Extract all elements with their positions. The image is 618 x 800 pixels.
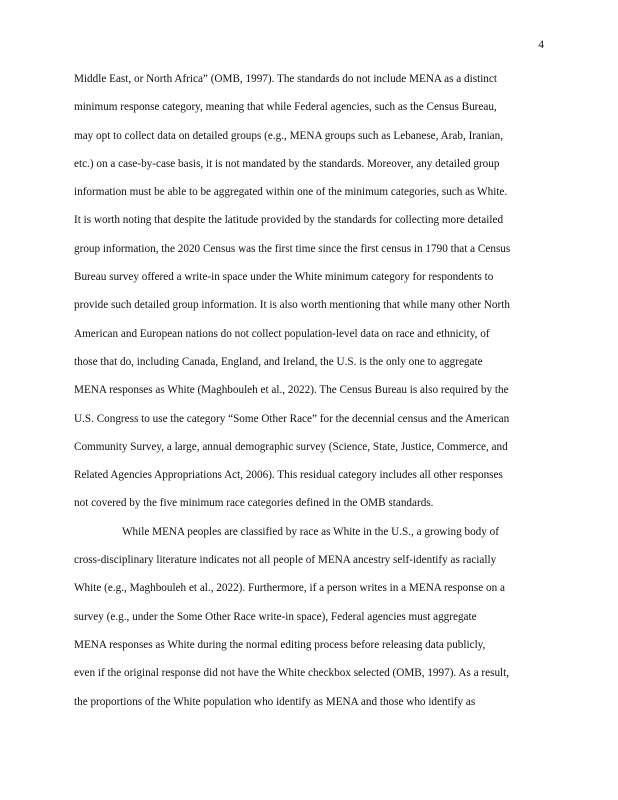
paragraph-1-line-5: information must be able to be aggregated within one of the minimum categories, such as White. <box>74 186 508 199</box>
paragraph-1-line-8: Bureau survey offered a write-in space under the White minimum category for respondents to <box>74 271 494 284</box>
paragraph-1-line-14: Community Survey, a large, annual demographic survey (Science, State, Justice, Commerce, and <box>74 440 508 453</box>
paragraph-2-line-5: MENA responses as White during the normal editing process before releasing data publicly, <box>74 638 486 651</box>
paragraph-1-line-7: group information, the 2020 Census was the first time since the first census in 1790 that a Census <box>74 242 511 255</box>
body-text <box>74 65 554 716</box>
paragraph-2-line-7: the proportions of the White population who identify as MENA and those who identify as <box>74 695 476 708</box>
paragraph-1-line-4: etc.) on a case-by-case basis, it is not mandated by the standards. Moreover, any detailed group <box>74 157 500 170</box>
page-number: 4 <box>538 39 544 51</box>
paragraph-2-line-2: cross-disciplinary literature indicates not all people of MENA ancestry self-identify as racially <box>74 554 497 567</box>
paragraph-1-line-2: minimum response category, meaning that while Federal agencies, such as the Census Bureau, <box>74 101 497 114</box>
paragraph-1-line-6: It is worth noting that despite the latitude provided by the standards for collecting more detailed <box>74 214 504 227</box>
paragraph-2-line-3: White (e.g., Maghbouleh et al., 2022). Furthermore, if a person writes in a MENA response on a <box>74 582 505 595</box>
paragraph-1-line-1: Middle East, or North Africa” (OMB, 1997). The standards do not include MENA as a distinct <box>74 73 497 85</box>
paragraph-1-line-9: provide such detailed group information. It is also worth mentioning that while many other North <box>74 299 510 312</box>
paragraph-2-line-1: While MENA peoples are classified by race as White in the U.S., a growing body of <box>122 525 499 538</box>
paragraph-1-line-12: MENA responses as White (Maghbouleh et al., 2022). The Census Bureau is also required by the <box>74 384 509 397</box>
paragraph-1-line-16: not covered by the five minimum race categories defined in the OMB standards. <box>74 497 434 510</box>
paragraph-2-line-4: survey (e.g., under the Some Other Race write-in space), Federal agencies must aggregate <box>74 610 477 623</box>
paragraph-1-line-10: American and European nations do not collect population-level data on race and ethnicity, of <box>74 327 490 340</box>
paragraph-2-line-6: even if the original response did not have the White checkbox selected (OMB, 1997). As a result, <box>74 667 510 680</box>
paragraph-1-line-11: those that do, including Canada, England, and Ireland, the U.S. is the only one to aggregate <box>74 355 483 368</box>
paragraph-1-line-3: may opt to collect data on detailed groups (e.g., MENA groups such as Lebanese, Arab, Iranian, <box>74 129 504 142</box>
paragraph-1-line-13: U.S. Congress to use the category “Some Other Race” for the decennial census and the American <box>74 412 510 425</box>
paragraph-1-line-15: Related Agencies Appropriations Act, 2006). This residual category includes all other responses <box>74 469 503 482</box>
